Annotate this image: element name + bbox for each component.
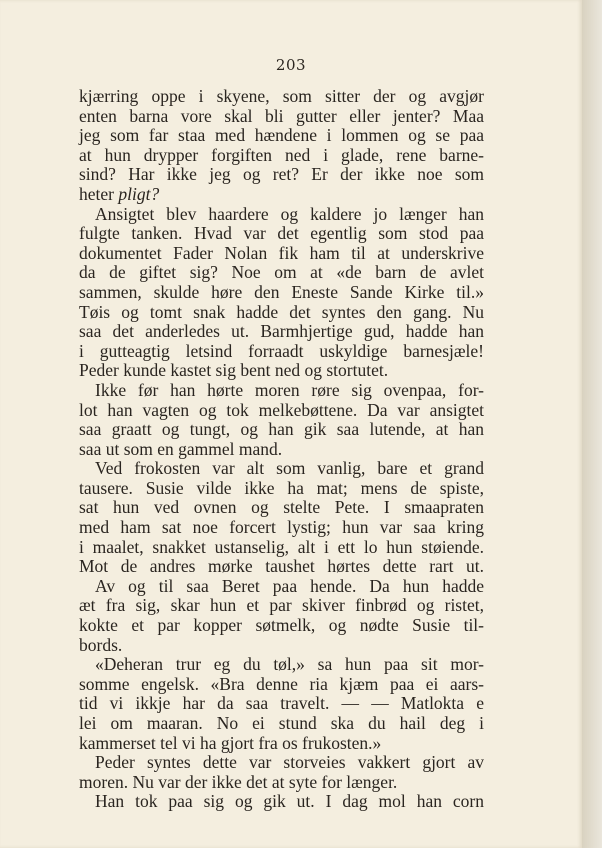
text-line: bords. (79, 634, 123, 655)
page-edge (582, 0, 602, 848)
text-line: at hun drypper forgiften ned i glade, rene barne- (79, 144, 484, 165)
text-line: enten barna vore skal bli gutter eller jenter? Maa (79, 105, 484, 126)
text-line: i maalet, snakket ustanselig, alt i ett lo hun støiende. (79, 536, 484, 557)
text-line: Peder syntes dette var storveies vakkert gjort av (95, 752, 484, 773)
text-line: saa ut som en gammel mand. (79, 438, 283, 459)
text-line: Ikke før han hørte moren røre sig ovenpaa, for- (95, 379, 484, 400)
text-line: Han tok paa sig og gik ut. I dag mol han corn (95, 791, 484, 812)
text-line: med ham sat noe forcert lystig; hun var saa kring (79, 517, 484, 538)
text-line: tausere. Susie vilde ikke ha mat; mens de spiste, (79, 477, 484, 498)
text-line: dokumentet Fader Nolan fik ham til at underskrive (79, 242, 484, 263)
text-line: Tøis og tomt snak hadde det syntes den gang. Nu (79, 301, 484, 322)
text-line: Av og til saa Beret paa hende. Da hun hadde (95, 575, 484, 596)
text-line: tid vi ikkje har da saa travelt. — — Matlokta e (79, 693, 484, 714)
paragraph (79, 577, 484, 655)
text-line: «Deheran trur eg du tøl,» sa hun paa sit mor- (95, 654, 484, 675)
text-line: saa det anderledes ut. Barmhjertige gud, hadde han (79, 321, 484, 342)
text-line: da de giftet sig? Noe om at «de barn de avlet (79, 262, 484, 283)
text-line: fulgte tanken. Hvad var det egentlig som stod paa (79, 223, 484, 244)
text-line: kammerset tel vi ha gjort fra os frukosten.» (79, 732, 382, 753)
text-line: Peder kunde kastet sig bent ned og stortutet. (79, 360, 389, 381)
paragraph (79, 381, 484, 459)
text-line: sind? Har ikke jeg og ret? Er der ikke noe som (79, 164, 484, 185)
text-line: i gutteagtig letsind forraadt uskyldige barnesjæle! (79, 340, 484, 361)
text-line (79, 185, 484, 205)
text-line: moren. Nu var der ikke det at syte for længer. (79, 771, 398, 792)
paragraph (79, 792, 484, 812)
paragraph (79, 205, 484, 381)
paragraph (79, 655, 484, 753)
text-line: sat hun ved ovnen og stelte Pete. I smaapraten (79, 497, 484, 518)
paragraph (79, 459, 484, 577)
text-line: Ved frokosten var alt som vanlig, bare et grand (95, 458, 484, 479)
text-line: Mot de andres mørke taushet hørtes dette rart ut. (79, 556, 484, 577)
body-text (79, 87, 484, 812)
text-line: kjærring oppe i skyene, som sitter der og avgjør (79, 86, 484, 106)
text-line: kokte et par kopper søtmelk, og nødte Susie til- (79, 615, 484, 636)
text-fragment: heter (79, 183, 119, 204)
text-line: saa graatt og tungt, og han gik saa lutende, at han (79, 419, 484, 440)
paragraph (79, 753, 484, 792)
text-line: æt fra sig, skar hun et par skiver finbrød og ristet, (79, 595, 484, 616)
text-line: somme engelsk. «Bra denne ria kjæm paa ei aars- (79, 673, 484, 694)
text-line: lei om maaran. No ei stund ska du hail deg i (79, 713, 484, 733)
emphasized-word: pligt? (118, 183, 160, 204)
text-line: jeg som far staa med hændene i lommen og se paa (79, 125, 484, 146)
text-line: lot han vagten og tok melkebøttene. Da var ansigtet (79, 399, 484, 420)
text-line: sammen, skulde høre den Eneste Sande Kirke til.» (79, 281, 484, 302)
paragraph (79, 87, 484, 205)
text-line: Ansigtet blev haardere og kaldere jo længer han (95, 203, 484, 224)
page-number: 203 (275, 56, 307, 74)
